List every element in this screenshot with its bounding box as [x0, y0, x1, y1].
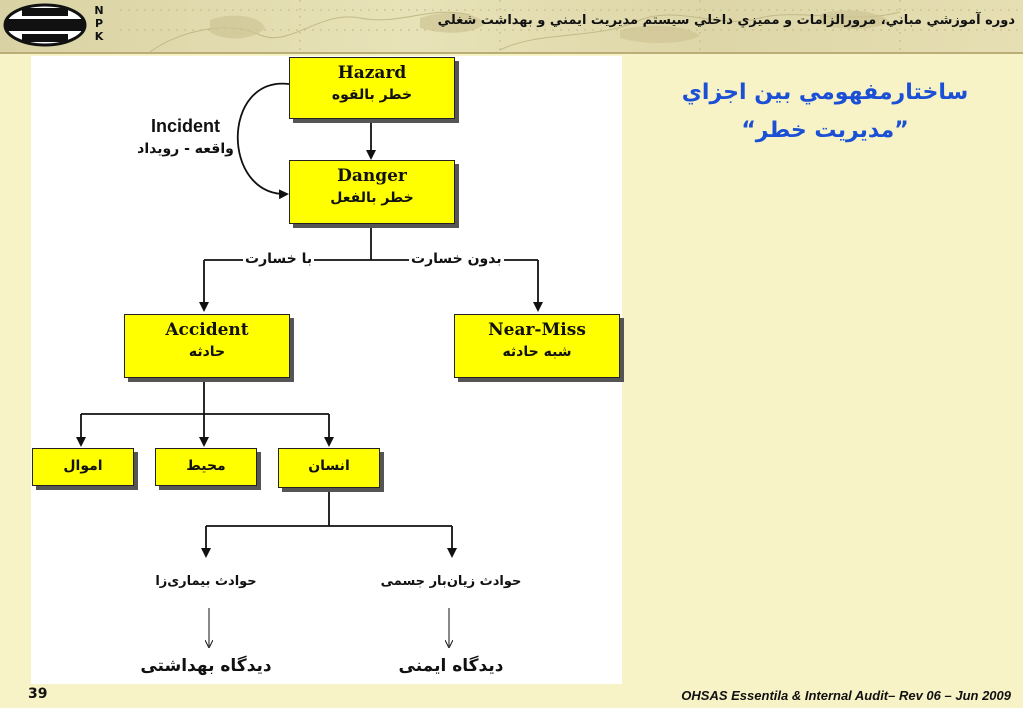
incident-fa: واقعه - رویداد: [137, 141, 234, 157]
page-number: 39: [28, 686, 48, 702]
environment-box: [155, 448, 257, 486]
hazard-box: [289, 57, 455, 119]
header-banner: [0, 0, 1023, 54]
health-view-label: دیدگاه بهداشتی: [140, 656, 272, 676]
injury-incidents-label: حوادث زیان‌بار جسمی: [380, 574, 522, 589]
environment-label: محيط: [186, 458, 226, 474]
near-miss-en: Near-Miss: [488, 320, 586, 340]
assets-box: [32, 448, 134, 486]
disease-incidents-label: حوادث بیماری‌زا: [155, 574, 257, 589]
danger-box: [289, 160, 455, 224]
logo-letter-n: N: [94, 4, 104, 17]
with-loss-label: با خسارت: [245, 251, 313, 267]
danger-fa: خطر بالفعل: [330, 190, 414, 206]
diagram-panel: [31, 56, 622, 684]
side-title-line1: ساختارمفهومي بين اجزاي: [681, 80, 969, 105]
logo-letter-k: K: [94, 30, 104, 43]
logo-letters: [93, 4, 105, 43]
accident-box: [124, 314, 290, 378]
hazard-en: Hazard: [337, 63, 407, 83]
incident-label: [123, 116, 248, 157]
human-box: [278, 448, 380, 488]
accident-fa: حادثه: [188, 344, 226, 360]
course-title: دوره آموزشي مباني، مرورالزامات و مميزي داخلي سيستم مديريت ايمني و بهداشت شغلي: [437, 13, 1015, 28]
human-label: انسان: [308, 458, 350, 474]
assets-label: اموال: [63, 458, 103, 474]
near-miss-box: [454, 314, 620, 378]
footer-text: OHSAS Essentila & Internal Audit– Rev 06 – Jun 2009: [681, 688, 1011, 703]
safety-view-label: دیدگاه ایمنی: [398, 656, 504, 676]
side-title: [640, 74, 1010, 150]
npk-logo: [2, 2, 88, 48]
accident-en: Accident: [165, 320, 249, 340]
hazard-fa: خطر بالقوه: [331, 87, 413, 103]
without-loss-label: بدون خسارت: [411, 251, 502, 267]
danger-en: Danger: [337, 166, 407, 186]
near-miss-fa: شبه حادثه: [502, 344, 572, 360]
side-title-line2: ”مديريت خطر“: [741, 118, 909, 143]
logo-letter-p: P: [94, 17, 104, 30]
incident-en: Incident: [150, 116, 220, 136]
